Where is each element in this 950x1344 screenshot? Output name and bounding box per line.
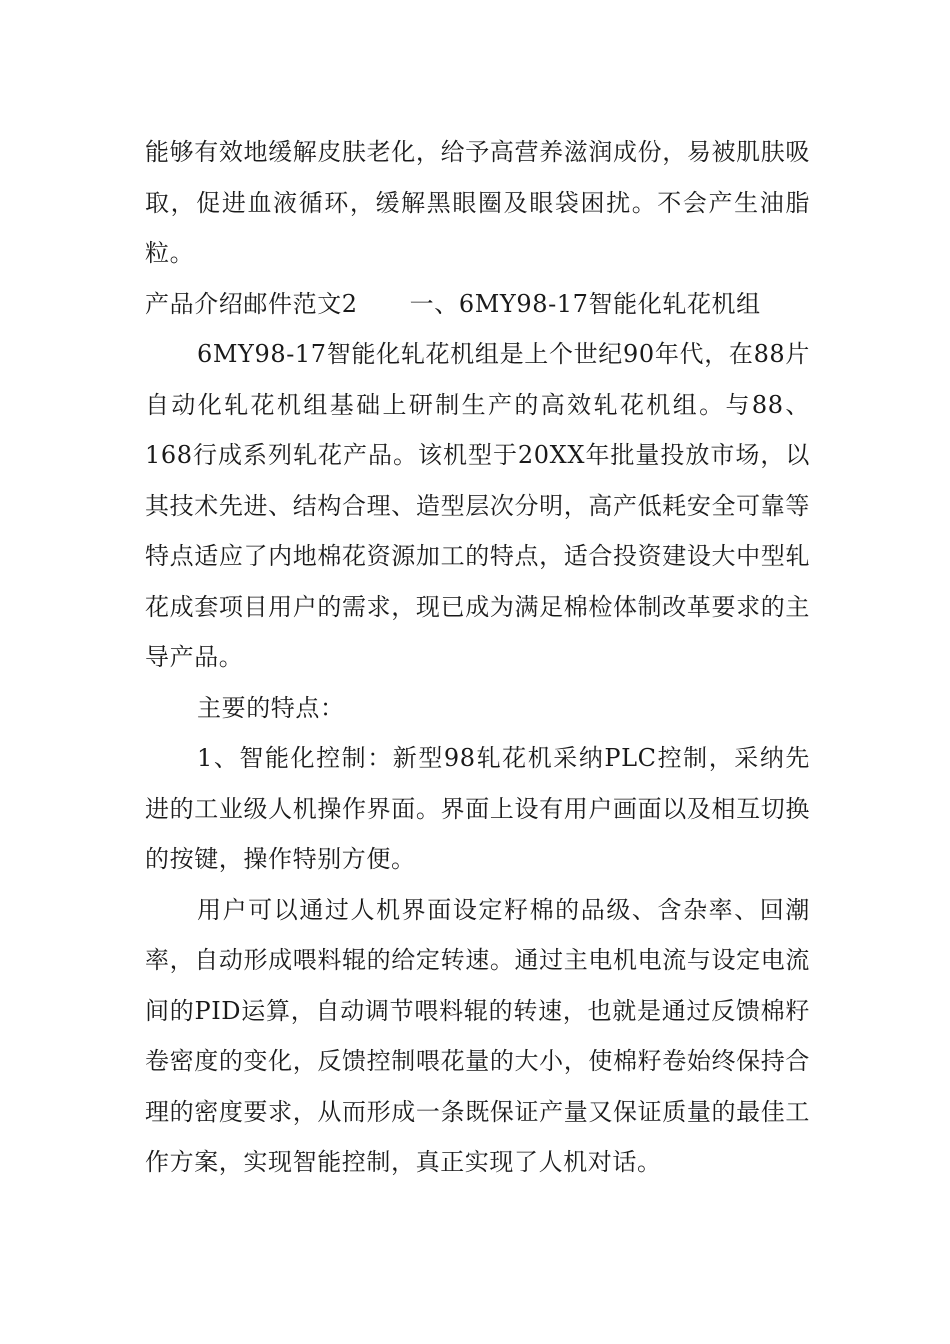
paragraph-features-heading: 主要的特点：	[197, 693, 345, 722]
paragraph-intro: 能够有效地缓解皮肤老化，给予高营养滋润成份，易被肌肤吸取，促进血液循环，缓解黑眼圈及眼袋困扰。不会产生油脂粒。	[145, 138, 810, 267]
paragraph-feature-1-detail: 用户可以通过人机界面设定籽棉的品级、含杂率、回潮率，自动形成喂料辊的给定转速。通过主电机电流与设定电流间的PID运算，自动调节喂料辊的转速，也就是通过反馈棉籽卷密度的变化，反馈控制喂花量的大小，使棉籽卷始终保持合理的密度要求，从而形成一条既保证产量又保证质量的最佳工作方案，实现智能控制，真正实现了人机对话。	[145, 895, 810, 1176]
section-heading	[145, 279, 810, 330]
paragraph-product-description: 6MY98-17智能化轧花机组是上个世纪90年代，在88片自动化轧花机组基础上研制生产的高效轧花机组。与88、168行成系列轧花产品。该机型于20XX年批量投放市场，以其技术先进、结构合理、造型层次分明，高产低耗安全可靠等特点适应了内地棉花资源加工的特点，适合投资建设大中型轧花成套项目用户的需求，现已成为满足棉检体制改革要求的主导产品。	[145, 340, 810, 671]
paragraph-feature-1: 1、智能化控制：新型98轧花机采纳PLC控制，采纳先进的工业级人机操作界面。界面上设有用户画面以及相互切换的按键，操作特别方便。	[145, 744, 810, 873]
document-body	[145, 127, 810, 1188]
heading-title: 产品介绍邮件范文2	[145, 289, 358, 318]
heading-subtitle: 一、6MY98-17智能化轧花机组	[409, 289, 761, 318]
